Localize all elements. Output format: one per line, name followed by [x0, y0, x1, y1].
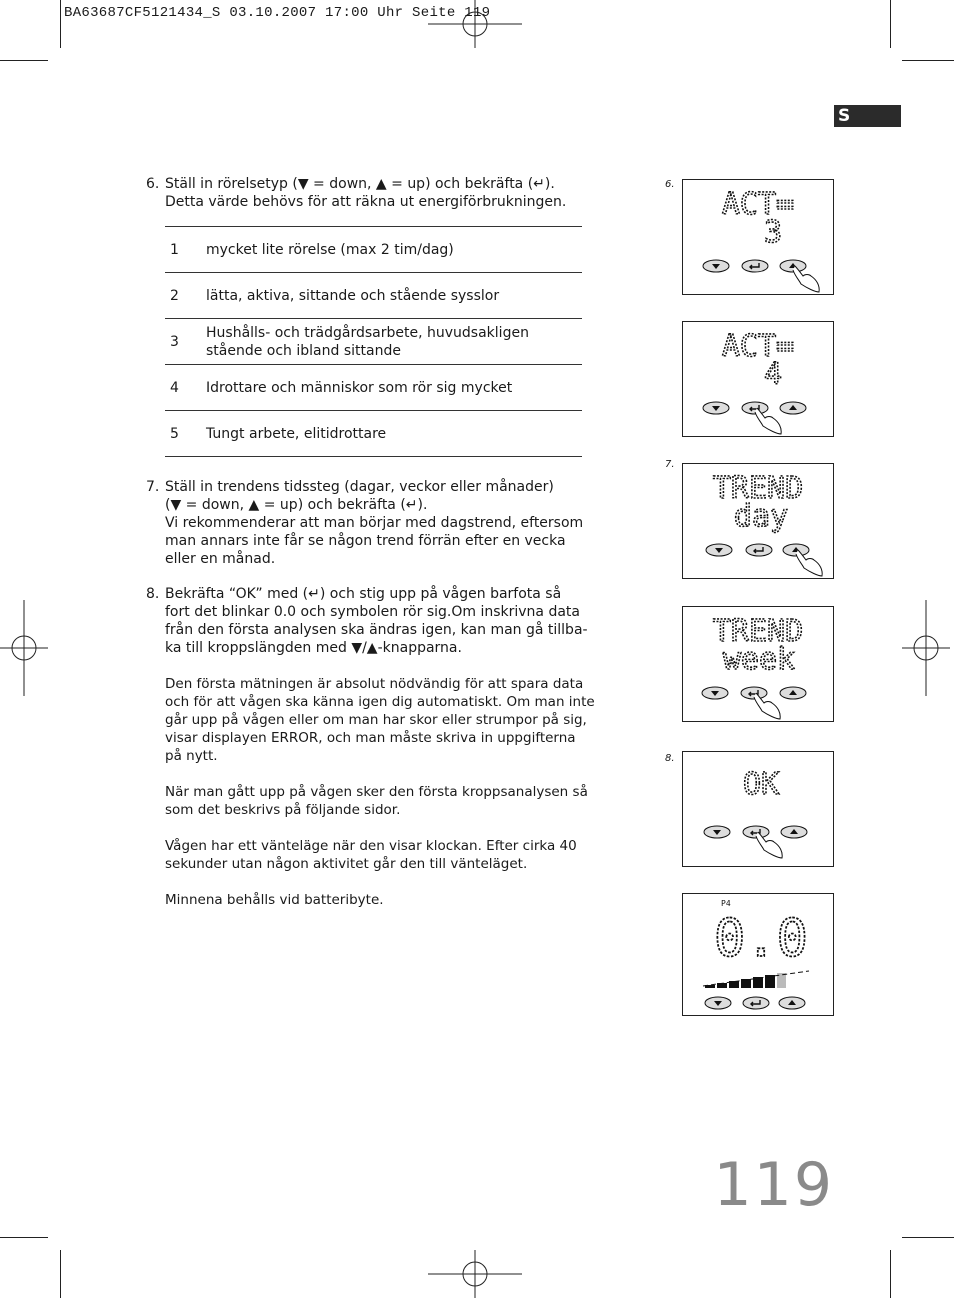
- row-number: 5: [170, 425, 179, 442]
- enter-button-icon: [743, 997, 769, 1009]
- step-line: Bekräfta “OK” med (↵) och stig upp på vågen barfota så: [165, 586, 562, 602]
- step-line: Ställ in rörelsetyp (▼ = down, ▲ = up) och bekräfta (↵).: [165, 176, 555, 192]
- crop-mark: [890, 0, 891, 48]
- lcd-line1: OK: [742, 767, 780, 802]
- display-panel: [682, 751, 834, 867]
- registration-mark-left: [0, 600, 48, 696]
- down-button-icon: [704, 826, 730, 838]
- display-panel: [682, 606, 834, 722]
- table-row: [165, 318, 582, 364]
- lcd-line2: 4: [763, 357, 783, 392]
- down-button-icon: [703, 260, 729, 272]
- down-button-icon: [703, 402, 729, 414]
- display-panel: [682, 179, 834, 295]
- step-line: Vi rekommenderar att man börjar med dagstrend, eftersom: [165, 515, 584, 531]
- figure-label: 6.: [665, 179, 675, 190]
- note-paragraph: När man gått upp på vågen sker den första kroppsanalysen så som det beskrivs på följande sidor.: [165, 784, 588, 818]
- up-button-icon: [780, 402, 806, 414]
- step-line: (▼ = down, ▲ = up) och bekräfta (↵).: [165, 497, 428, 513]
- lcd-line1: ACT=: [721, 187, 795, 222]
- lcd-small-label: P4: [721, 899, 731, 908]
- note-paragraph: Minnena behålls vid batteribyte.: [165, 892, 384, 908]
- step-line: eller en månad.: [165, 551, 276, 567]
- crop-mark: [902, 60, 954, 61]
- step-line: från den första analysen ska ändras igen, kan man gå tillba-: [165, 622, 588, 638]
- up-button-icon: [779, 997, 805, 1009]
- registration-mark-bottom: [428, 1250, 524, 1298]
- page-number: 119: [713, 1150, 834, 1220]
- lcd-line2: 3: [763, 215, 783, 250]
- activity-table: [165, 226, 582, 457]
- down-button-icon: [705, 997, 731, 1009]
- lcd-display: [683, 180, 833, 294]
- lcd-display: [683, 607, 833, 721]
- step-line: Ställ in trendens tidssteg (dagar, veckor eller månader): [165, 479, 554, 495]
- display-panel: [682, 463, 834, 579]
- crop-mark: [0, 1237, 48, 1238]
- up-button-icon: [780, 687, 806, 699]
- lcd-display: [683, 752, 833, 866]
- row-text: mycket lite rörelse (max 2 tim/dag): [206, 241, 454, 258]
- finger-icon: [796, 550, 822, 576]
- enter-button-icon: [746, 544, 772, 556]
- finger-icon: [756, 832, 782, 858]
- row-text: Idrottare och människor som rör sig mycket: [206, 379, 513, 396]
- lcd-line1: ACT=: [721, 329, 795, 364]
- step-number: 6.: [146, 176, 160, 192]
- finger-icon: [793, 266, 819, 292]
- table-row: [165, 226, 582, 272]
- row-number: 2: [170, 287, 179, 304]
- enter-button-icon: [742, 260, 768, 272]
- down-button-icon: [702, 687, 728, 699]
- row-text: Tungt arbete, elitidrottare: [206, 425, 387, 442]
- table-row: [165, 272, 582, 318]
- display-panel: [682, 893, 834, 1016]
- figure-label: 7.: [665, 459, 675, 470]
- step-7: [146, 478, 596, 570]
- lcd-display: [683, 464, 833, 578]
- row-text: lätta, aktiva, sittande och stående sysslor: [206, 287, 500, 304]
- print-header: BA63687CF5121434_S 03.10.2007 17:00 Uhr Seite 119: [64, 5, 491, 21]
- crop-mark: [902, 1237, 954, 1238]
- finger-icon: [755, 408, 781, 434]
- step-8: [146, 585, 596, 659]
- down-button-icon: [706, 544, 732, 556]
- crop-mark: [60, 1250, 61, 1298]
- figure-label: 8.: [665, 753, 675, 764]
- step-6: [146, 175, 596, 215]
- step-line: ka till kroppslängden med ▼/▲-knapparna.: [165, 640, 462, 656]
- lcd-display: [683, 322, 833, 436]
- row-number: 3: [170, 333, 179, 350]
- crop-mark: [890, 1250, 891, 1298]
- table-row: [165, 364, 582, 410]
- language-badge: S: [834, 105, 901, 127]
- registration-mark-right: [902, 600, 950, 696]
- note-paragraph: Vågen har ett vänteläge när den visar klockan. Efter cirka 40 sekunder utan någon aktivitet går den till vänteläget.: [165, 838, 577, 872]
- lcd-line2: week: [722, 642, 796, 677]
- step-number: 7.: [146, 479, 160, 495]
- step-number: 8.: [146, 586, 160, 602]
- row-number: 1: [170, 241, 179, 258]
- lcd-line2: day: [733, 499, 789, 534]
- display-panel: [682, 321, 834, 437]
- crop-mark: [0, 60, 48, 61]
- step-line: man annars inte får se någon trend förrän efter en vecka: [165, 533, 566, 549]
- crop-mark: [60, 0, 61, 48]
- lcd-line1: 0.0: [714, 909, 808, 969]
- notes-block: [165, 675, 595, 927]
- up-button-icon: [781, 826, 807, 838]
- row-number: 4: [170, 379, 179, 396]
- table-row: [165, 410, 582, 457]
- row-text: Hushålls- och trädgårdsarbete, huvudsakligen stående och ibland sittande: [206, 324, 529, 359]
- lcd-line1: TREND: [712, 614, 804, 649]
- step-line: fort det blinkar 0.0 och symbolen rör sig.Om inskrivna data: [165, 604, 580, 620]
- lcd-display: [683, 894, 833, 1015]
- progress-bar-icon: [703, 971, 809, 988]
- lcd-line1: TREND: [712, 471, 804, 506]
- finger-icon: [754, 693, 780, 719]
- note-paragraph: Den första mätningen är absolut nödvändig för att spara data och för att vågen ska känna igen dig automatiskt. Om man inte går upp på vågen eller om man har skor eller strumpor på sig, visar displayen ERROR, och man måste skriva in uppgifterna på nytt.: [165, 676, 595, 764]
- step-line: Detta värde behövs för att räkna ut energiförbrukningen.: [165, 194, 567, 210]
